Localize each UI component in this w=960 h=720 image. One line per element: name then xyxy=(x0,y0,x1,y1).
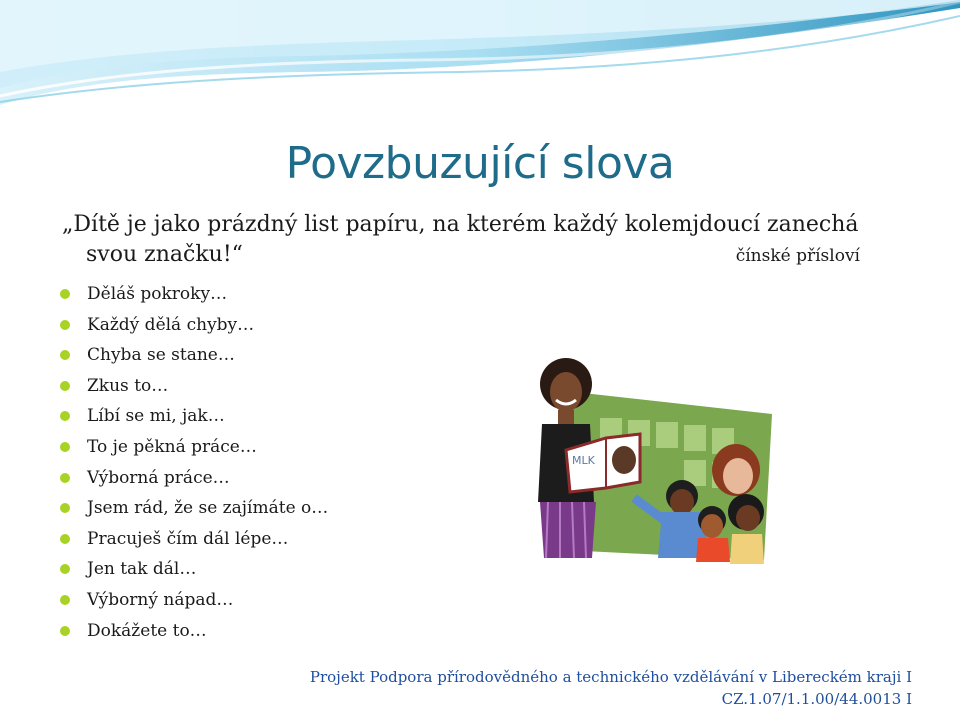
bullet-dot-icon xyxy=(60,564,70,574)
bullet-dot-icon xyxy=(60,411,70,421)
bullet-dot-icon xyxy=(60,442,70,452)
bullet-dot-icon xyxy=(60,350,70,360)
footer xyxy=(310,666,912,710)
bullet-item xyxy=(60,524,328,555)
bullet-item xyxy=(60,585,328,616)
bullet-item xyxy=(60,493,328,524)
teacher-reading-illustration xyxy=(536,352,776,564)
bullet-text: Děláš pokroky… xyxy=(87,284,228,304)
bullet-item xyxy=(60,310,328,341)
bullet-text: Líbí se mi, jak… xyxy=(87,406,225,427)
bullet-dot-icon xyxy=(60,503,70,513)
bullet-text: Pracuješ čím dál lépe… xyxy=(87,528,289,549)
bullet-item xyxy=(60,554,328,585)
bullet-text: To je pěkná práce… xyxy=(87,436,257,457)
bullet-dot-icon xyxy=(60,320,70,330)
footer-code-line: CZ.1.07/1.1.00/44.0013 I xyxy=(721,690,912,708)
bullet-list xyxy=(60,279,328,646)
bullet-text: Výborný nápad… xyxy=(87,589,234,610)
bullet-item xyxy=(60,432,328,463)
bullet-item xyxy=(60,401,328,432)
slide-title: Povzbuzující slova xyxy=(285,138,675,189)
bullet-dot-icon xyxy=(60,534,70,544)
bullet-text: Chyba se stane… xyxy=(87,345,235,366)
bullet-text: Jsem rád, že se zajímáte o… xyxy=(87,498,329,519)
bullet-item xyxy=(60,463,328,494)
bullet-item xyxy=(60,616,328,647)
quote-source: čínské přísloví xyxy=(735,246,860,266)
decorative-wave-header xyxy=(0,0,960,130)
quote-line-2: svou značku!“ xyxy=(86,242,243,267)
bullet-text: Jen tak dál… xyxy=(87,559,197,580)
bullet-dot-icon xyxy=(60,381,70,391)
bullet-text: Dokážete to… xyxy=(87,620,207,641)
bullet-item xyxy=(60,371,328,402)
quote-line-1: „Dítě je jako prázdný list papíru, na kterém každý kolemjdoucí zanechá xyxy=(62,212,859,237)
bullet-dot-icon xyxy=(60,595,70,605)
bullet-text: Výborná práce… xyxy=(87,467,230,488)
bullet-item xyxy=(60,279,328,310)
bullet-text: Každý dělá chyby… xyxy=(87,314,255,335)
book-label: MLK xyxy=(572,454,595,467)
footer-project-line: Projekt Podpora přírodovědného a technického vzdělávání v Libereckém kraji I xyxy=(309,668,912,686)
bullet-item xyxy=(60,340,328,371)
bullet-dot-icon xyxy=(60,473,70,483)
bullet-dot-icon xyxy=(60,289,70,299)
bullet-dot-icon xyxy=(60,626,70,636)
bullet-text: Zkus to… xyxy=(87,375,169,396)
